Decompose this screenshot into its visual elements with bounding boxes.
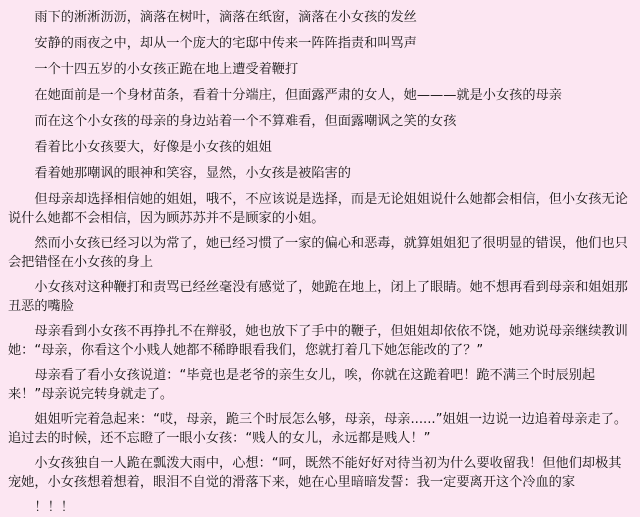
paragraph: 然而小女孩已经习以为常了，她已经习惯了一家的偏心和恶毒，就算姐姐犯了很明显的错误，他们也只会把错怪在小女孩的身上 bbox=[8, 236, 628, 270]
paragraph: 一个十四五岁的小女孩正跪在地上遭受着鞭打 bbox=[34, 62, 299, 77]
paragraph: 母亲看了看小女孩说道：“毕竟也是老爷的亲生女儿，唉，你就在这跪着吧！跪不满三个时辰别起来！”母亲说完转身就走了。 bbox=[8, 368, 596, 402]
paragraph: 母亲看到小女孩不再挣扎不在辩驳，她也放下了手中的鞭子，但姐姐却依依不饶，她劝说母亲继续教训她：“母亲，你看这个小贱人她都不稀睁眼看我们，您就打着几下她怎能改的了？” bbox=[8, 324, 628, 358]
paragraph: 看着比小女孩要大，好像是小女孩的姐姐 bbox=[34, 140, 272, 155]
paragraph: 小女孩独自一人跪在瓢泼大雨中，心想：“呵，既然不能好好对待当初为什么要收留我！但他们却极其宠她，小女孩想着想着，眼泪不自觉的滑落下来，她在心里暗暗发誓：我一定要离开这个冷血的家 bbox=[8, 456, 622, 490]
paragraph: 雨下的淅淅沥沥，滴落在树叶，滴落在纸窗，滴落在小女孩的发丝 bbox=[34, 10, 417, 25]
paragraph: 而在这个小女孩的母亲的身边站着一个不算难看，但面露嘲讽之笑的女孩 bbox=[34, 114, 457, 129]
paragraph: 但母亲却选择相信她的姐姐，哦不，不应该说是选择，而是无论姐姐说什么她都会相信，但小女孩无论说什么她都不会相信，因为顾苏苏并不是顾家的小姐。 bbox=[8, 192, 628, 226]
paragraph: 姐姐听完着急起来：“哎，母亲，跪三个时辰怎么够，母亲，母亲......”姐姐一边说一边追着母亲走了。追过去的时候，还不忘瞪了一眼小女孩：“贱人的女儿，永远都是贱人！” bbox=[8, 412, 628, 446]
paragraph: 在她面前是一个身材苗条，看着十分端庄，但面露严肃的女人，她———就是小女孩的母亲 bbox=[34, 88, 562, 103]
paragraph: 看着她那嘲讽的眼神和笑容，显然，小女孩是被陷害的 bbox=[34, 166, 351, 181]
paragraph: 小女孩对这种鞭打和责骂已经丝毫没有感觉了，她跪在地上，闭上了眼睛。她不想再看到母亲和姐姐那丑恶的嘴脸 bbox=[8, 280, 628, 314]
paragraph: 安静的雨夜之中，却从一个庞大的宅邸中传来一阵阵指责和叫骂声 bbox=[34, 36, 417, 51]
paragraph: ！！！ bbox=[34, 500, 74, 515]
